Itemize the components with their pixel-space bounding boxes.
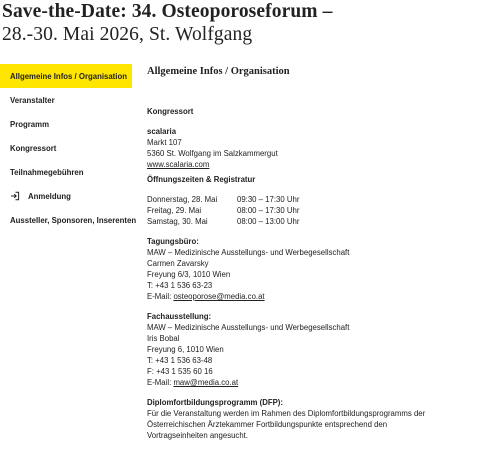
tagungsbuero-email-line bbox=[147, 291, 472, 302]
sidebar-item-allgemeine-infos[interactable] bbox=[0, 64, 132, 88]
fachausstellung-email-line bbox=[147, 377, 472, 388]
sidebar-item-kongressort[interactable] bbox=[0, 136, 132, 160]
sidebar-item-aussteller[interactable] bbox=[0, 208, 137, 232]
page-title-line-2: 28.-30. Mai 2026, St. Wolfgang bbox=[2, 24, 253, 45]
hours-row bbox=[147, 194, 472, 205]
section-heading: Allgemeine Infos / Organisation bbox=[147, 66, 290, 77]
main-content bbox=[147, 64, 472, 441]
page-title bbox=[2, 0, 478, 46]
hours-row bbox=[147, 216, 472, 227]
fachausstellung-fax: F: +43 1 535 60 16 bbox=[147, 367, 213, 376]
fachausstellung-phone: T: +43 1 536 63-48 bbox=[147, 356, 213, 365]
sidebar-item-label: Programm bbox=[10, 119, 49, 129]
hours-day: Freitag, 29. Mai bbox=[147, 206, 202, 215]
venue-website-link[interactable]: www.scalaria.com bbox=[147, 160, 210, 169]
sidebar-item-label: Veranstalter bbox=[10, 95, 55, 105]
venue-name: scalaria bbox=[147, 127, 177, 136]
tagungsbuero-email-link[interactable]: osteoporose@media.co.at bbox=[173, 292, 265, 301]
tagungsbuero-person: Carmen Zavarsky bbox=[147, 259, 209, 268]
tagungsbuero-label: Tagungsbüro: bbox=[147, 237, 199, 246]
fachausstellung-person: Iris Bobal bbox=[147, 334, 180, 343]
fachausstellung-org: MAW – Medizinische Ausstellungs- und Werbegesellschaft bbox=[147, 323, 350, 332]
email-prefix: E-Mail: bbox=[147, 292, 174, 301]
tagungsbuero-org: MAW – Medizinische Ausstellungs- und Werbegesellschaft bbox=[147, 248, 350, 257]
sign-in-icon bbox=[10, 191, 20, 201]
hours-row bbox=[147, 205, 472, 216]
dfp-text-line-3: Vortragseinheiten angesucht. bbox=[147, 431, 248, 440]
sidebar-item-label: Aussteller, Sponsoren, Inserenten bbox=[10, 215, 137, 225]
hours-day: Samstag, 30. Mai bbox=[147, 217, 208, 226]
venue-street: Markt 107 bbox=[147, 138, 182, 147]
sidebar-item-veranstalter[interactable] bbox=[0, 88, 132, 112]
dfp-text-line-2: Österreichischen Ärztekammer Fortbildungspunkte entsprechend den bbox=[147, 420, 388, 429]
hours-time: 09:30 – 17:30 Uhr bbox=[237, 195, 300, 204]
hours-day: Donnerstag, 28. Mai bbox=[147, 195, 218, 204]
tagungsbuero-address: Freyung 6/3, 1010 Wien bbox=[147, 270, 231, 279]
sidebar-item-programm[interactable] bbox=[0, 112, 132, 136]
dfp-text-line-1: Für die Veranstaltung werden im Rahmen des Diplomfortbildungsprogramms der bbox=[147, 409, 426, 418]
sidebar-item-label: Allgemeine Infos / Organisation bbox=[10, 71, 127, 81]
dfp-label: Diplomfortbildungsprogramm (DFP): bbox=[147, 398, 284, 407]
fachausstellung-email-link[interactable]: maw@media.co.at bbox=[173, 378, 239, 387]
kongressort-label: Kongressort bbox=[147, 107, 194, 116]
hours-label: Öffnungszeiten & Registratur bbox=[147, 175, 256, 184]
fachausstellung-address: Freyung 6, 1010 Wien bbox=[147, 345, 224, 354]
venue-city: 5360 St. Wolfgang im Salzkammergut bbox=[147, 149, 278, 158]
hours-time: 08:00 – 17:30 Uhr bbox=[237, 206, 300, 215]
sidebar-item-anmeldung[interactable] bbox=[0, 184, 132, 208]
sidebar-nav bbox=[0, 64, 137, 232]
fachausstellung-label: Fachausstellung: bbox=[147, 312, 212, 321]
tagungsbuero-phone: T: +43 1 536 63-23 bbox=[147, 281, 213, 290]
page-title-line-1: Save-the-Date: 34. Osteoporoseforum – bbox=[2, 1, 333, 22]
hours-time: 08:00 – 13:00 Uhr bbox=[237, 217, 300, 226]
sidebar-item-label: Teilnahmegebühren bbox=[10, 167, 84, 177]
sidebar-item-label: Anmeldung bbox=[28, 191, 71, 201]
email-prefix: E-Mail: bbox=[147, 378, 174, 387]
sidebar-item-label: Kongressort bbox=[10, 143, 57, 153]
sidebar-item-teilnahmegebuehren[interactable] bbox=[0, 160, 132, 184]
